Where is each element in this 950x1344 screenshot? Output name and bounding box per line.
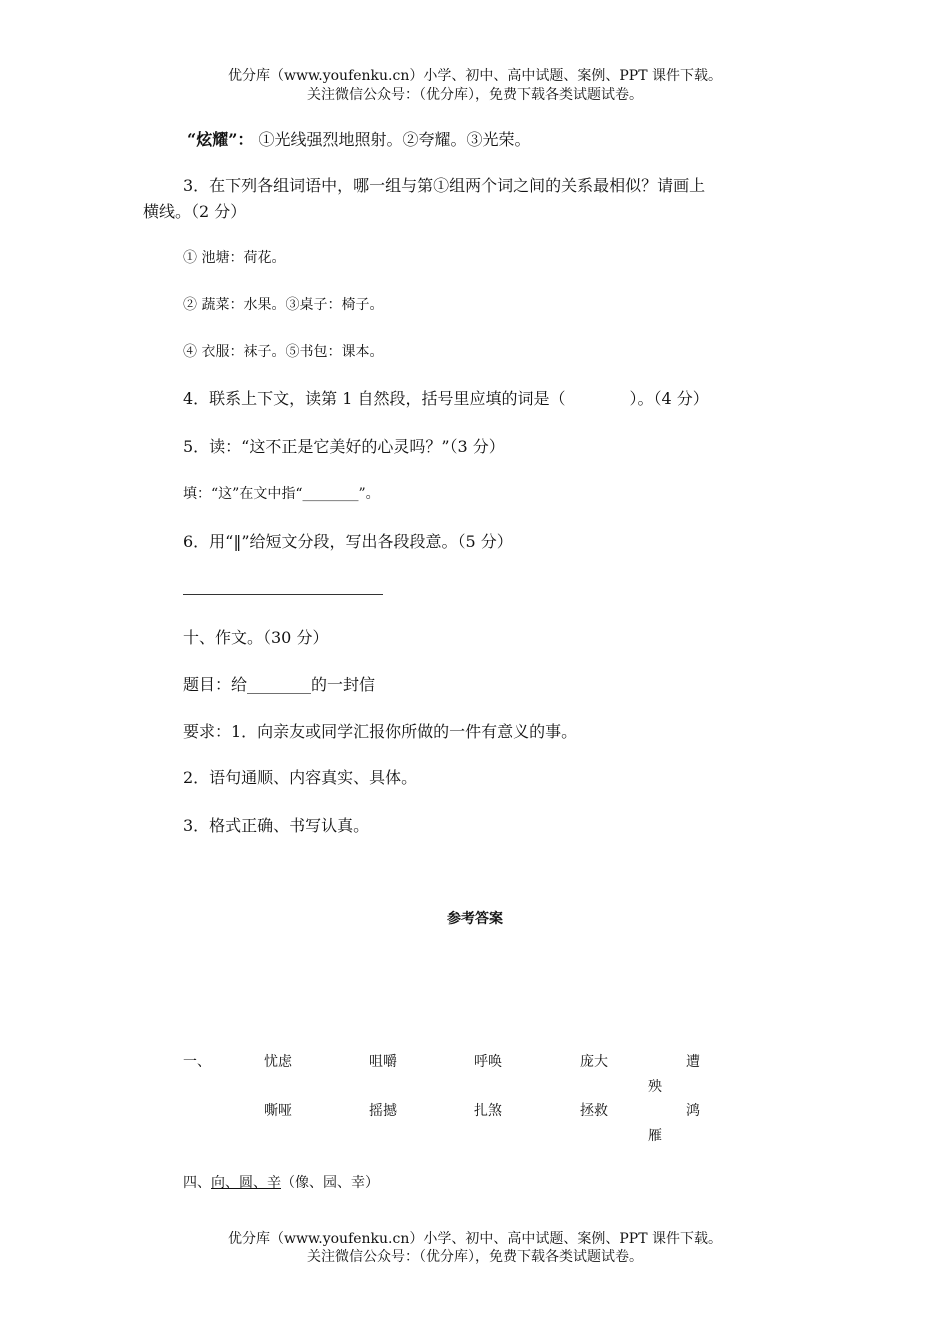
header-line-2: 关注微信公众号：（优分库），免费下载各类试题试卷。 <box>307 87 643 103</box>
question-5-fill: 填：“这”在文中指“________”。 <box>183 486 380 502</box>
answers-section-4 <box>183 1172 379 1192</box>
answer-word: 嘶哑 <box>264 1103 292 1119</box>
answer-word: 遭 <box>686 1054 700 1070</box>
question-3-option-1: ① 池塘：荷花。 <box>183 250 286 266</box>
question-3-option-3: ④ 衣服：袜子。⑤书包：课本。 <box>183 344 384 360</box>
requirement-3: 3．格式正确、书写认真。 <box>183 816 370 835</box>
answer-word: 摇撼 <box>369 1103 397 1119</box>
answers-section-4-corrections: （像、园、幸） <box>281 1175 379 1191</box>
answer-line <box>183 594 383 595</box>
answer-word: 鸿 <box>686 1103 700 1119</box>
footer-line-1: 优分库（www.youfenku.cn）小学、初中、高中试题、案例、PPT 课件下载。 <box>227 1231 722 1247</box>
question-5: 5．读：“这不正是它美好的心灵吗？”（3 分） <box>183 437 505 456</box>
answer-word: 庞大 <box>580 1054 608 1070</box>
xuanyao-term: “炫耀”： <box>187 130 254 149</box>
answers-section-1-label: 一、 <box>183 1054 211 1070</box>
question-6: 6．用“‖”给短文分段，写出各段段意。（5 分） <box>183 532 513 551</box>
answer-word: 忧虑 <box>264 1054 292 1070</box>
answers-title: 参考答案 <box>447 911 503 927</box>
composition-topic: 题目：给________的一封信 <box>183 675 376 694</box>
xuanyao-meanings: ①光线强烈地照射。②夸耀。③光荣。 <box>258 130 531 149</box>
answers-section-4-label: 四、 <box>183 1175 211 1191</box>
answer-word: 拯救 <box>580 1103 608 1119</box>
answers-section-4-underlined: 向、圆、辛 <box>211 1175 281 1191</box>
question-3-line-1: 3．在下列各组词语中，哪一组与第①组两个词之间的关系最相似？请画上 <box>183 176 706 195</box>
question-3-option-2: ② 蔬菜：水果。③桌子：椅子。 <box>183 297 384 313</box>
requirement-1: 要求：1．向亲友或同学汇报你所做的一件有意义的事。 <box>183 722 578 741</box>
answer-word: 呼唤 <box>474 1054 502 1070</box>
answer-word: 咀嚼 <box>369 1054 397 1070</box>
section-10-heading: 十、作文。（30 分） <box>183 628 329 647</box>
header-line-1: 优分库（www.youfenku.cn）小学、初中、高中试题、案例、PPT 课件下载。 <box>227 68 722 84</box>
footer-line-2: 关注微信公众号：（优分库），免费下载各类试题试卷。 <box>307 1249 643 1265</box>
requirement-2: 2．语句通顺、内容真实、具体。 <box>183 768 418 787</box>
question-3-line-2: 横线。（2 分） <box>143 202 247 221</box>
xuanyao-definition <box>187 127 531 150</box>
answer-word-wrap: 殃 <box>648 1079 662 1095</box>
answer-word-wrap: 雁 <box>648 1128 662 1144</box>
question-4: 4．联系上下文，读第 1 自然段，括号里应填的词是（ ）。（4 分） <box>183 389 709 408</box>
answer-word: 扎煞 <box>474 1103 502 1119</box>
